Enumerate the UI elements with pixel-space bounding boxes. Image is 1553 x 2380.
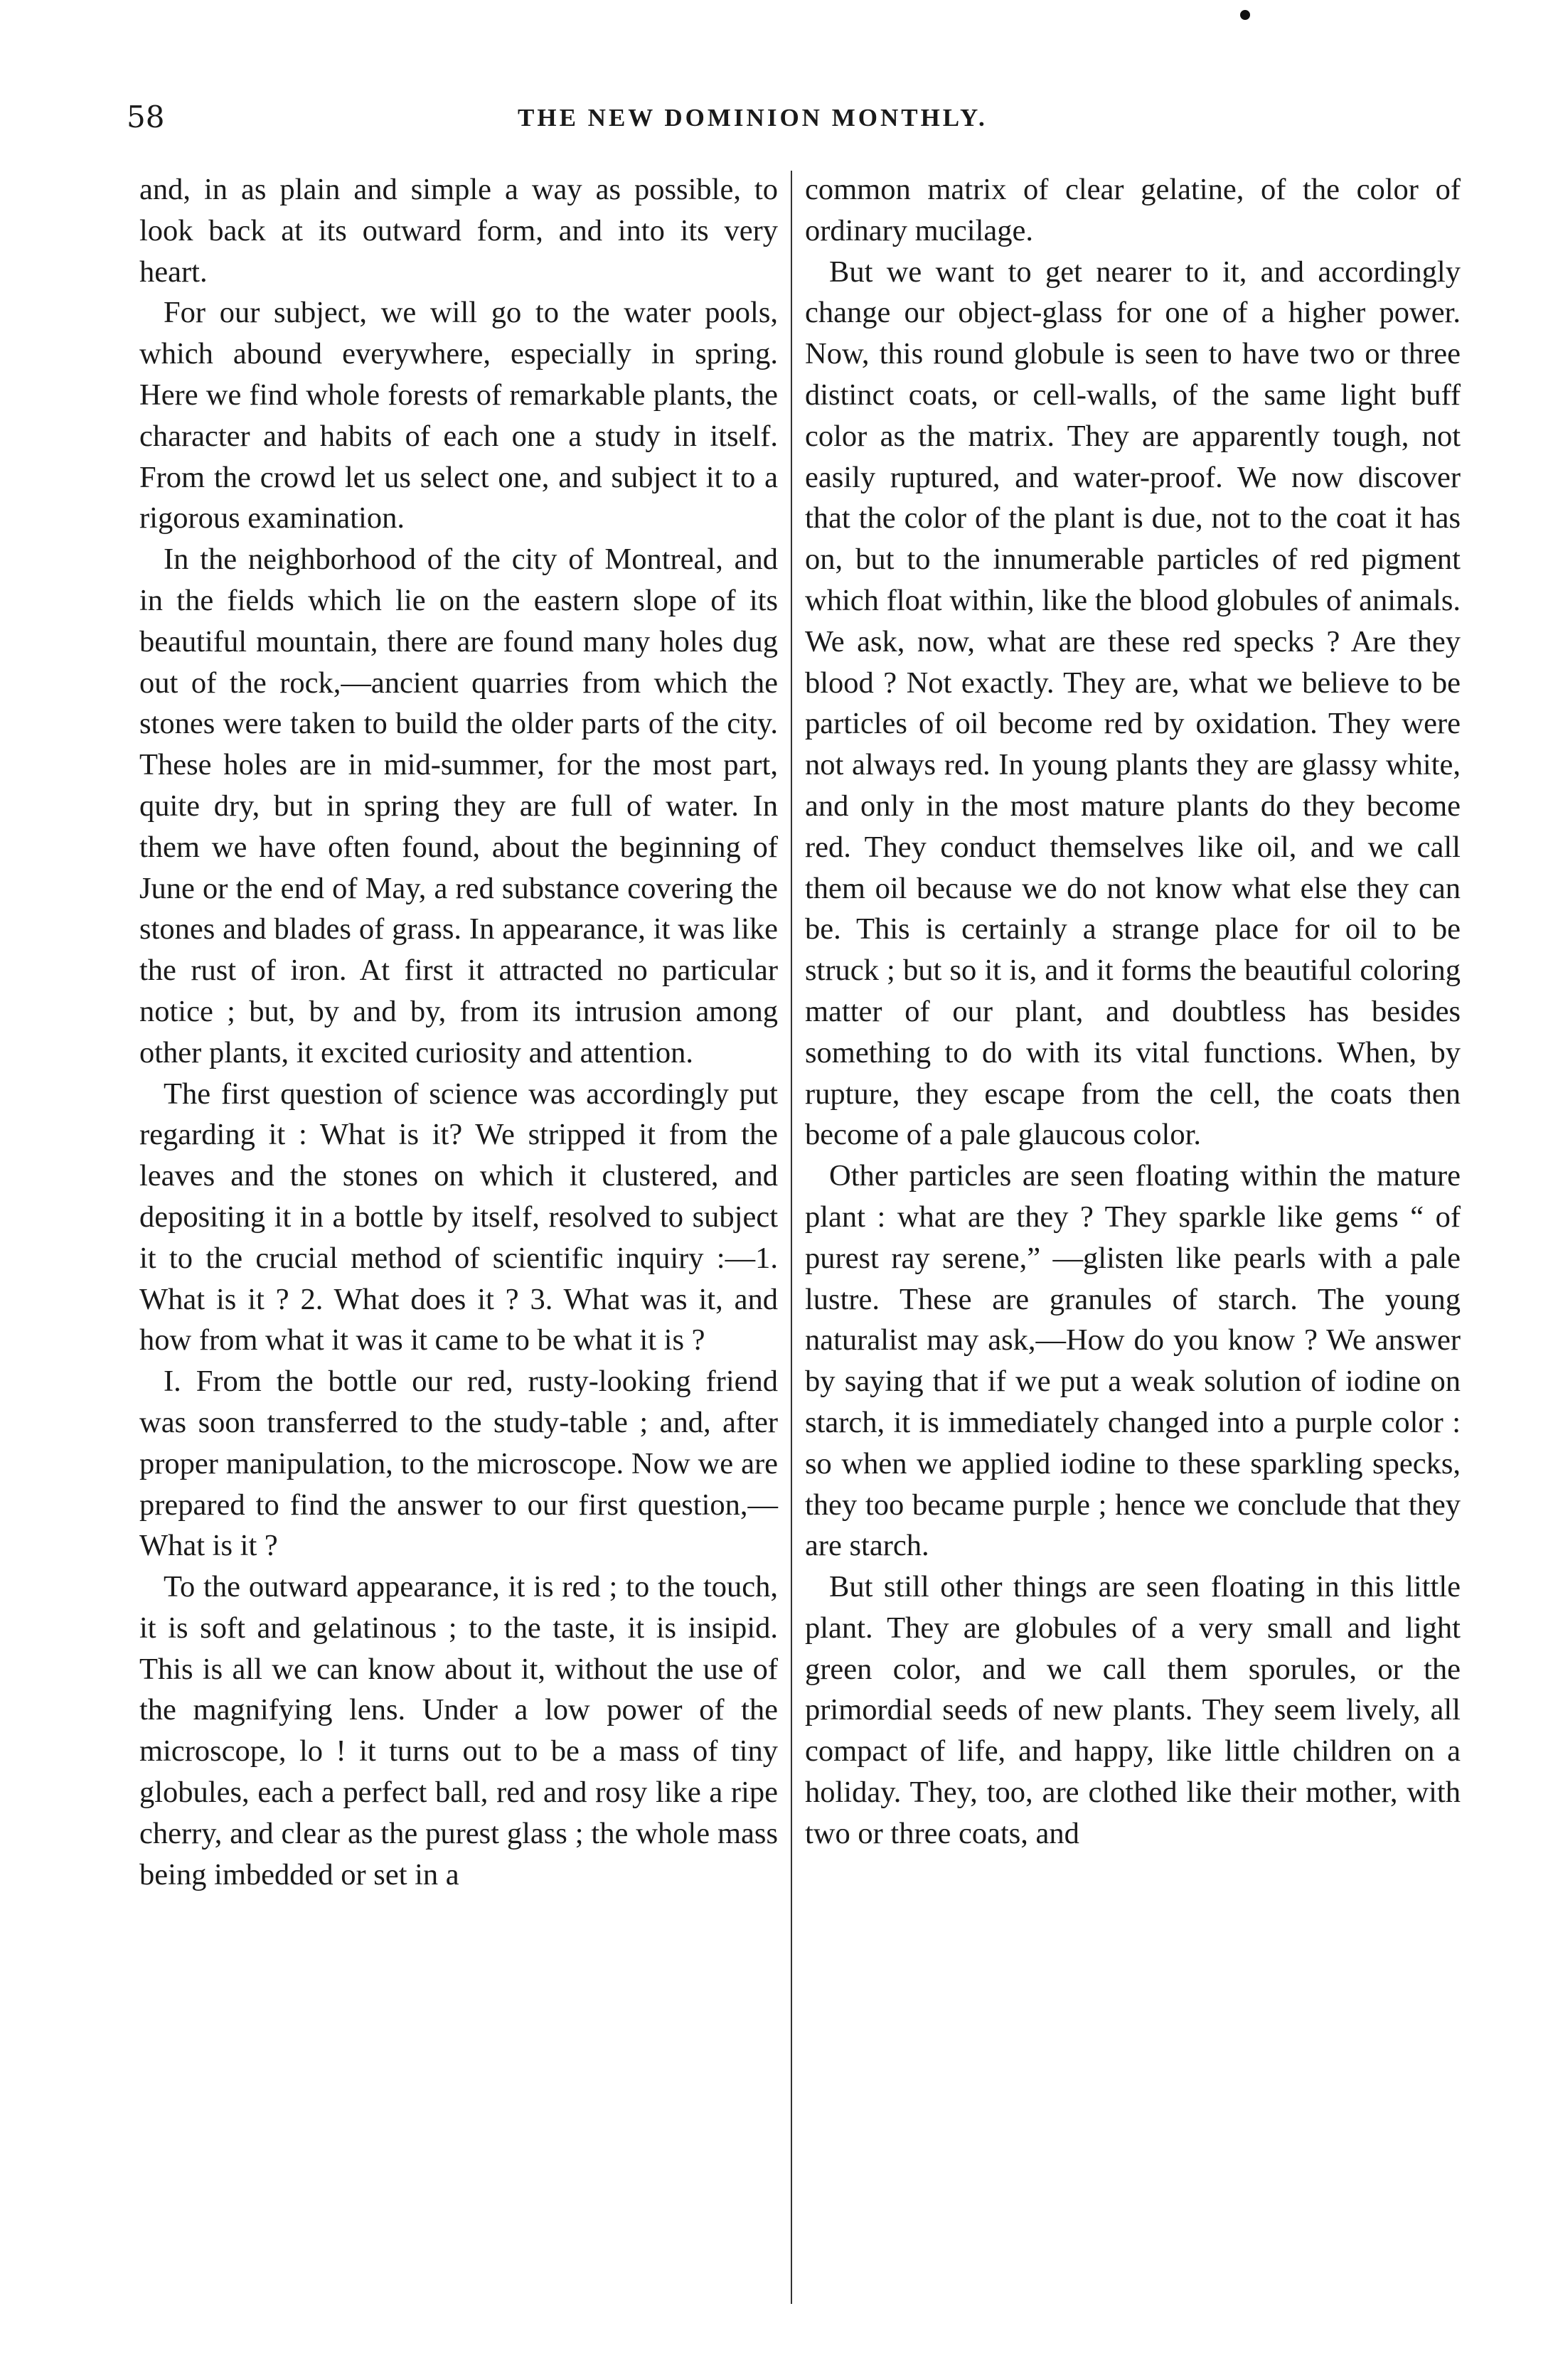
paragraph: Other particles are seen floating within the mature plant : what are they ? They sparkle like gems “ of purest ray serene,” —glisten like pearls with a pale lustre. These are granules of starch. The young naturalist may ask,—How do you know ? We answer by saying that if we put a weak solution of iodine on starch, it is immediately changed into a purple color : so when we applied iodine to these sparkling specks, they too became purple ; hence we conclude that they are starch. <box>805 1159 1461 1563</box>
ink-dot <box>1240 10 1250 20</box>
paragraph: The first question of science was accordingly put regarding it : What is it? We stripped it from the leaves and the stones on which it clustered, and depositing it in a bottle by itself, resolved to subject it to the crucial method of scientific inquiry :—1. What is it ? 2. What does it ? 3. What was it, and how from what it was it came to be what it is ? <box>139 1077 778 1357</box>
paragraph: and, in as plain and simple a way as possible, to look back at its outward form, and into its very heart. <box>139 173 778 289</box>
column-divider <box>791 171 792 2304</box>
paragraph: But still other things are seen floating in this little plant. They are globules of a very small and light green color, and we call them sporules, or the primordial seeds of new plants. They seem lively, all compact of life, and happy, like little children on a holiday. They, too, are clothed like their mother, with two or three coats, and <box>805 1570 1461 1850</box>
page-header <box>119 100 1471 142</box>
right-column <box>805 169 1461 1855</box>
left-column <box>139 169 778 1895</box>
paragraph: For our subject, we will go to the water pools, which abound everywhere, especially in spring. Here we find whole forests of remarkable plants, the character and habits of each one a study in itself. From the crowd let us select one, and subject it to a rigorous examination. <box>139 296 778 535</box>
paragraph: To the outward appearance, it is red ; to the touch, it is soft and gelatinous ; to the taste, it is insipid. This is all we can know about it, without the use of the magnifying lens. Under a low power of the microscope, lo ! it turns out to be a mass of tiny globules, each a perfect ball, red and rosy like a ripe cherry, and clear as the purest glass ; the whole mass being imbedded or set in a <box>139 1570 778 1891</box>
paragraph: I. From the bottle our red, rusty-looking friend was soon transferred to the study-table ; and, after proper manipulation, to the microscope. Now we are prepared to find the answer to our first question,—What is it ? <box>139 1365 778 1563</box>
page-number: 58 <box>127 100 165 134</box>
journal-title: THE NEW DOMINION MONTHLY. <box>518 104 988 132</box>
paragraph: common matrix of clear gelatine, of the color of ordinary mucilage. <box>805 173 1461 247</box>
paragraph: In the neighborhood of the city of Montreal, and in the fields which lie on the eastern slope of its beautiful mountain, there are found many holes dug out of the rock,—ancient quarries from which the stones were taken to build the older parts of the city. These holes are in mid-summer, for the most part, quite dry, but in spring they are full of water. In them we have often found, about the beginning of June or the end of May, a red substance covering the stones and blades of grass. In appearance, it was like the rust of iron. At first it attracted no particular notice ; but, by and by, from its intrusion among other plants, it excited curiosity and attention. <box>139 543 778 1069</box>
paragraph: But we want to get nearer to it, and accordingly change our object-glass for one of a higher power. Now, this round globule is seen to have two or three distinct coats, or cell-walls, of the same light buff color as the matrix. They are apparently tough, not easily ruptured, and water-proof. We now discover that the color of the plant is due, not to the coat it has on, but to the innumerable particles of red pigment which float within, like the blood globules of animals. We ask, now, what are these red specks ? Are they blood ? Not exactly. They are, what we believe to be particles of oil become red by oxidation. They were not always red. In young plants they are glassy white, and only in the most mature plants do they become red. They conduct themselves like oil, and we call them oil because we do not know what else they can be. This is certainly a strange place for oil to be struck ; but so it is, and it forms the beautiful coloring matter of our plant, and doubtless has besides something to do with its vital functions. When, by rupture, they escape from the cell, the coats then become of a pale glaucous color. <box>805 255 1461 1152</box>
